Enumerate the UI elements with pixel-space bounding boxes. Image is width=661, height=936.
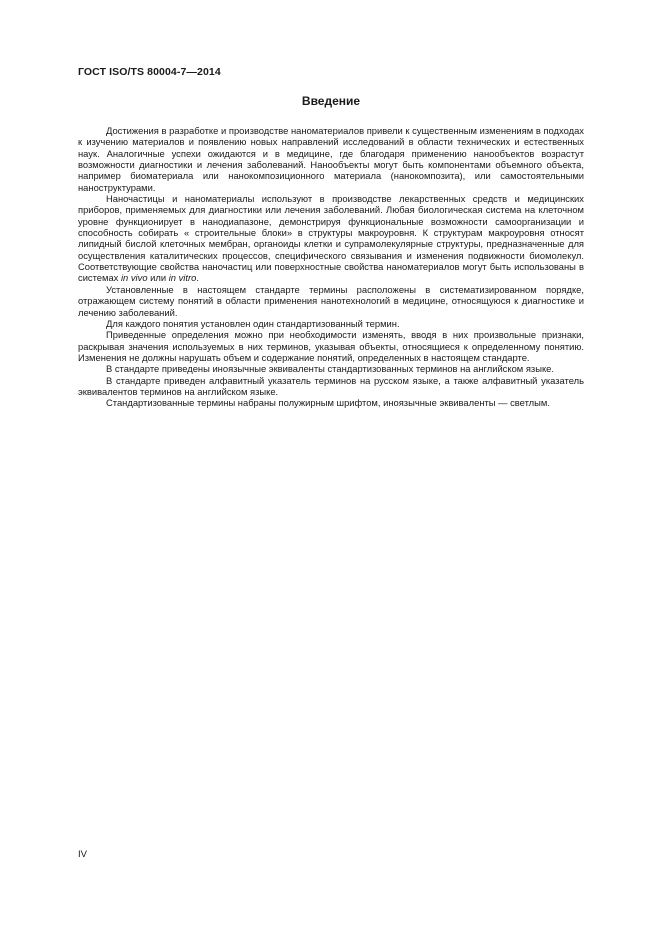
italic-term: in vitro bbox=[168, 272, 197, 284]
paragraph: Достижения в разработке и производстве наноматериалов привели к существенным изменениям в подходах к изучению материалов и появлению новых направлений исследований в области технических и естественных наук. Аналогичные успехи ожидаются и в медицине, где благодаря применению нанообъектов возрастут возможности диагностики и лечения заболеваний. Нанообъекты могут быть компонентами объемного объекта, например биоматериала или нанокомпозиционного материала (нанокомпозита), или самостоятельными наноструктурами. bbox=[78, 125, 584, 193]
paragraph-text: Наночастицы и наноматериалы используют в производстве лекарственных средств и медицинских приборов, применяемых для диагностики или лечения заболеваний. Любая биологическая система на клеточном уровне функционирует в нанодиапазоне, демонстрируя функциональные возможности самоорганизации и способность собирать « строительные блоки» в структуры макроуровня. К структурам макроуровня относят липидный бислой клеточных мембран, органоиды клетки и супрамолекулярные структуры, предназначенные для осуществления каталитических процессов, специфического связывания и изменения подвижности биомолекул. Соответствующие свойства наночастиц или поверхностные свойства наноматериалов могут быть использованы в системах bbox=[78, 193, 584, 284]
paragraph: Стандартизованные термины набраны полужирным шрифтом, иноязычные эквиваленты — светлым. bbox=[106, 397, 550, 409]
paragraph-text: или bbox=[147, 272, 169, 284]
paragraph-text: . bbox=[196, 272, 199, 284]
paragraph: В стандарте приведены иноязычные эквиваленты стандартизованных терминов на английском языке. bbox=[106, 363, 554, 375]
paragraph: Установленные в настоящем стандарте термины расположены в систематизированном порядке, отражающем систему понятий в области применения нанотехнологий в медицине, относящуюся к диагностике и лечению заболеваний. bbox=[78, 283, 584, 318]
italic-term: in vivo bbox=[120, 272, 148, 284]
paragraph bbox=[78, 193, 584, 284]
body-text bbox=[78, 125, 584, 409]
paragraph: Для каждого понятия установлен один стандартизованный термин. bbox=[106, 317, 400, 329]
document-code: ГОСТ ISO/TS 80004-7—2014 bbox=[78, 66, 221, 78]
section-title: Введение bbox=[301, 94, 361, 108]
paragraph: В стандарте приведен алфавитный указатель терминов на русском языке, а также алфавитный указатель эквивалентов терминов на английском языке. bbox=[78, 374, 584, 397]
paragraph: Приведенные определения можно при необходимости изменять, вводя в них произвольные признаки, раскрывая значения используемых в них терминов, указывая объекты, относящиеся к определенному понятию. Изменения не должны нарушать объем и содержание понятий, определенных в настоящем стандарте. bbox=[78, 329, 584, 363]
page-number: IV bbox=[78, 849, 87, 860]
